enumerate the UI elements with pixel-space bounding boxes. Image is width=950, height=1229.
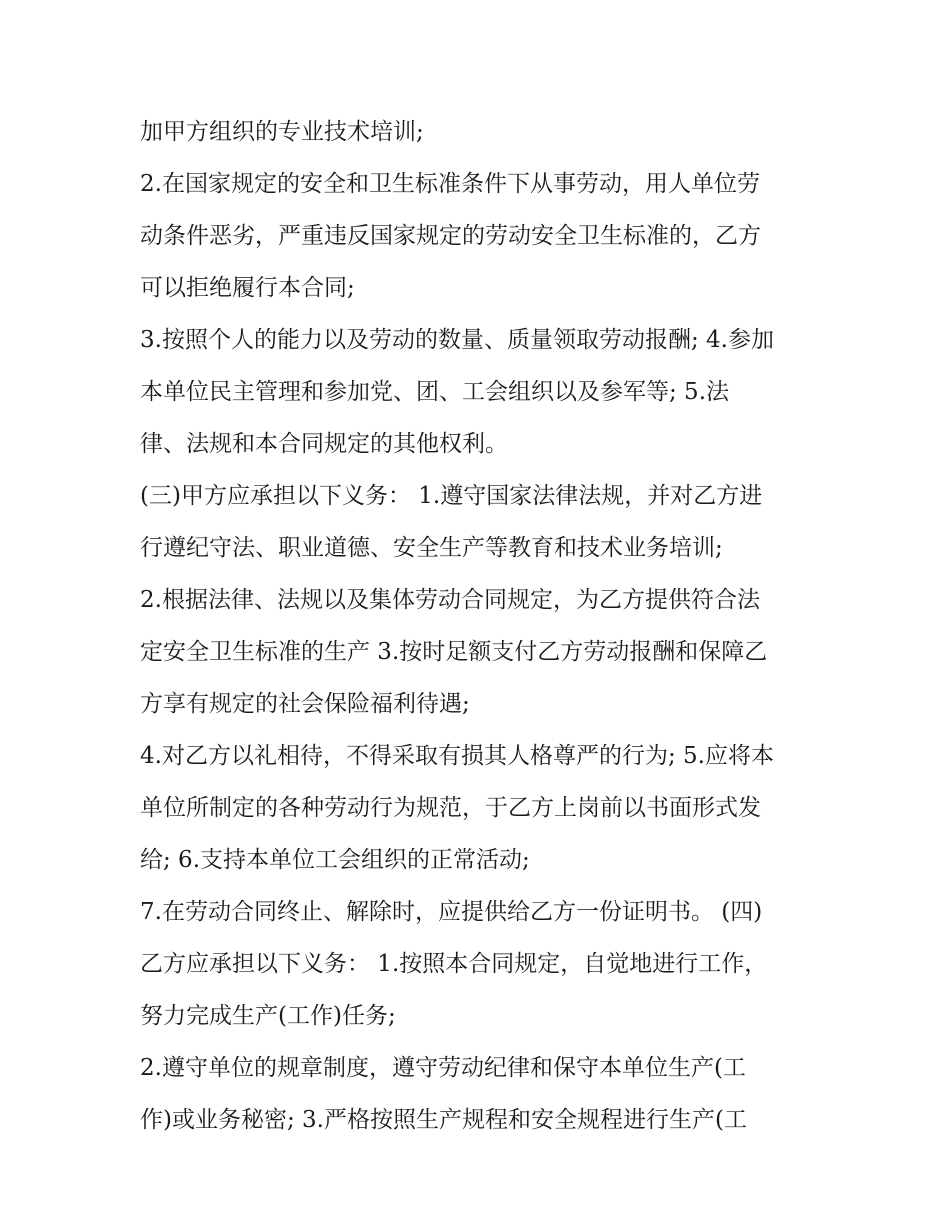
text-line: 2.在国家规定的安全和卫生标准条件下从事劳动，用人单位劳 bbox=[140, 171, 760, 197]
text-line: 7.在劳动合同终止、解除时，应提供给乙方一份证明书。 (四) bbox=[140, 899, 763, 925]
text-line: 努力完成生产(工作)任务; bbox=[140, 1003, 396, 1029]
text-line: 乙方应承担以下义务： 1.按照本合同规定，自觉地进行工作， bbox=[140, 951, 768, 977]
text-line: 本单位民主管理和参加党、团、工会组织以及参军等; 5.法 bbox=[140, 379, 730, 405]
text-line: 加甲方组织的专业技术培训; bbox=[140, 119, 424, 145]
text-line: 动条件恶劣，严重违反国家规定的劳动安全卫生标准的，乙方 bbox=[140, 223, 761, 249]
text-line: 方享有规定的社会保险福利待遇; bbox=[140, 691, 470, 717]
text-line: 2.根据法律、法规以及集体劳动合同规定，为乙方提供符合法 bbox=[140, 587, 760, 613]
text-line: 行遵纪守法、职业道德、安全生产等教育和技术业务培训; bbox=[140, 535, 723, 561]
contract-text-body bbox=[140, 106, 830, 1146]
text-line: 给; 6.支持本单位工会组织的正常活动; bbox=[140, 847, 530, 873]
text-line: 可以拒绝履行本合同; bbox=[140, 275, 355, 301]
text-line: (三)甲方应承担以下义务： 1.遵守国家法律法规，并对乙方进 bbox=[140, 483, 763, 509]
text-line: 3.按照个人的能力以及劳动的数量、质量领取劳动报酬; 4.参加 bbox=[140, 327, 774, 353]
text-line: 4.对乙方以礼相待，不得采取有损其人格尊严的行为; 5.应将本 bbox=[140, 743, 774, 769]
text-line: 律、法规和本合同规定的其他权利。 bbox=[140, 431, 508, 457]
text-line: 作)或业务秘密; 3.严格按照生产规程和安全规程进行生产(工 bbox=[140, 1107, 747, 1133]
text-line: 定安全卫生标准的生产 3.按时足额支付乙方劳动报酬和保障乙 bbox=[140, 639, 768, 665]
text-line: 2.遵守单位的规章制度，遵守劳动纪律和保守本单位生产(工 bbox=[140, 1055, 746, 1081]
text-line: 单位所制定的各种劳动行为规范，于乙方上岗前以书面形式发 bbox=[140, 795, 761, 821]
